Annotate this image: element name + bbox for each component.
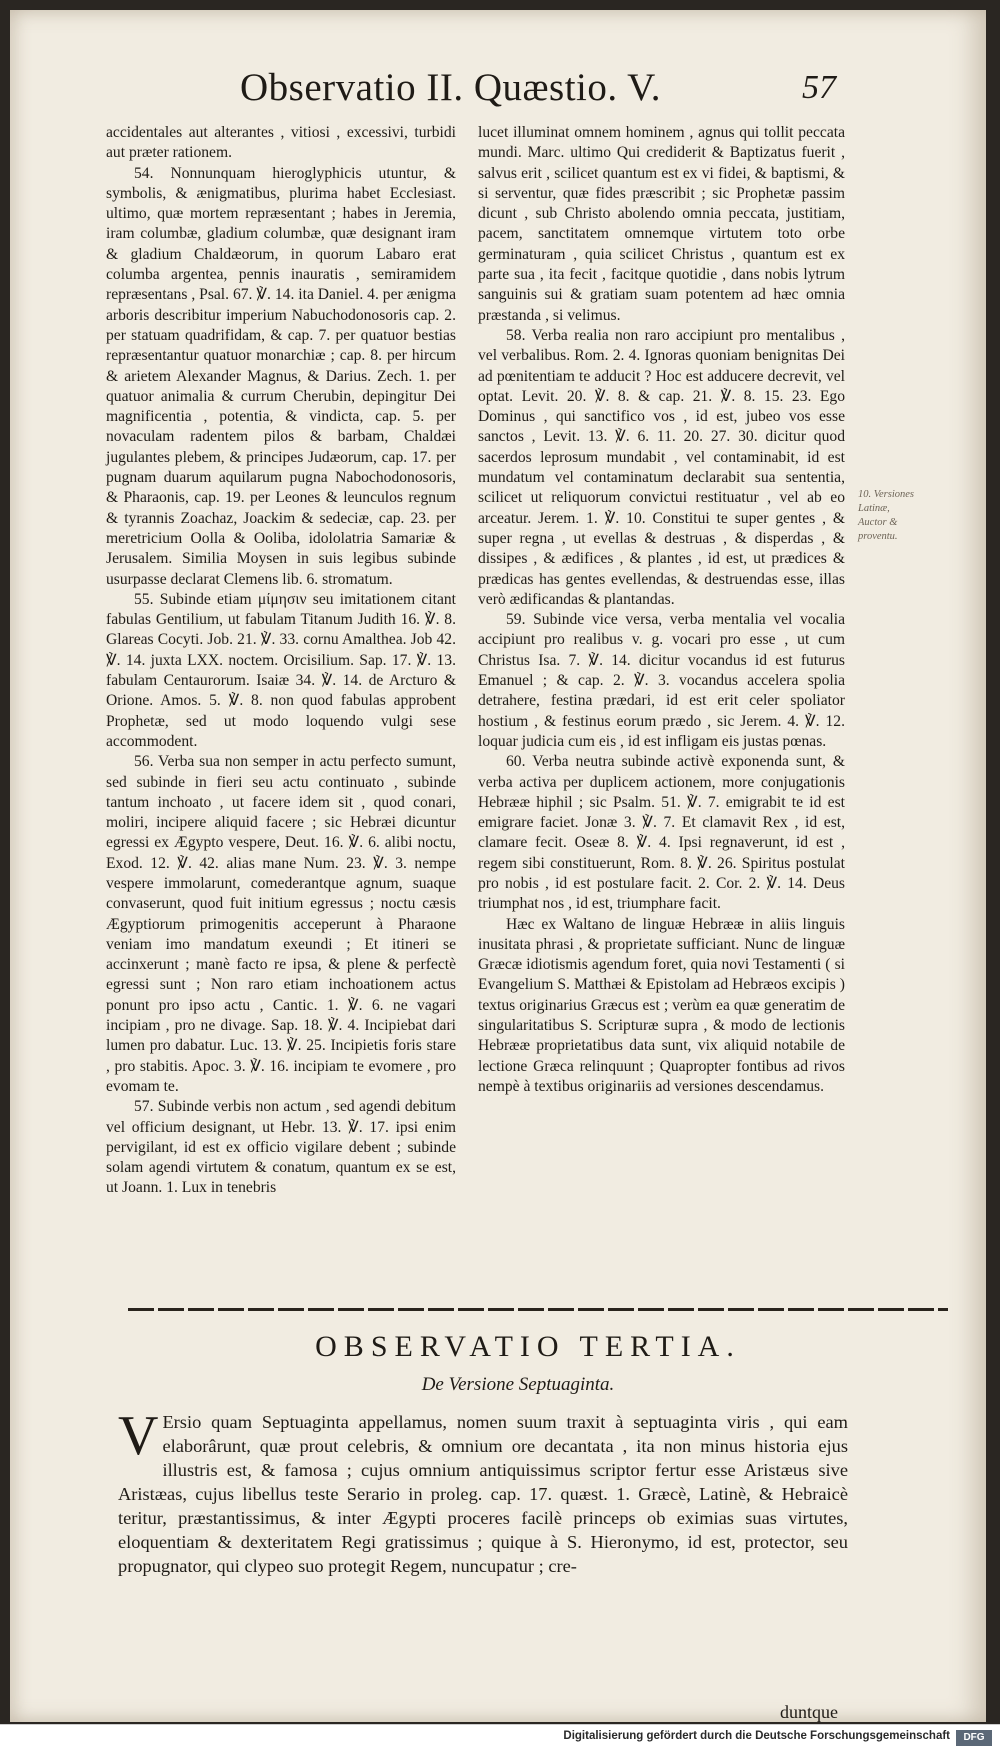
- running-head: [10, 65, 986, 115]
- left-column: [106, 123, 456, 1199]
- paragraph: 59. Subinde vice versa, verba mentalia vel vocalia accipiunt pro realibus v. g. vocari pro esse , ut cum Christus Isa. 7. ℣. 14. dicitur vocandus id est futurus Emanuel ; & cap. 2. ℣. 3. vocandus accelera spolia detrahere, festina prædari, id est erit celer spoliator hostium , & festinus eorum prædo , sic Jerem. 4. ℣. 12. loquar judicia cum eis , id est infligam eis justas pœnas.: [478, 611, 845, 750]
- book-page: [10, 10, 986, 1722]
- section-body: [118, 1405, 848, 1578]
- paragraph: accidentales aut alterantes , vitiosi , excessivi, turbidi aut præter rationem.: [106, 124, 456, 162]
- paragraph: 60. Verba neutra subinde activè exponenda sunt, & verba activa per duplicem actionem, more conjugationis Hebrææ hiphil ; sic Psalm. 51. ℣. 7. emigrabit te id est emigrare faciet. Jonæ 3. ℣. 7. Et clamavit Rex , id est, clamare fecit. Oseæ 8. ℣. 4. Ipsi regnaverunt, id est , regem sibi constituerunt, Rom. 8. ℣. 26. Spiritus postulat pro nobis , id est postulare facit. 2. Cor. 2. ℣. 14. Deus triumphat nos , id est, triumphare facit.: [478, 753, 845, 913]
- margin-note: 10. Versiones Latinæ, Auctor & proventu.: [858, 489, 914, 542]
- section-divider: [128, 1308, 948, 1311]
- paragraph: Hæc ex Waltano de linguæ Hebrææ in aliis linguis inusitata phrasi , & proprietate sufficiant. Nunc de linguæ Græcæ idiotismis agendum foret, quia novi Testamenti ( si Evangelium S. Matthæi & Epistolam ad Hebræos excipis ) textus originarius Græcus est ; verùm ea quæ generatim de singularitatibus S. Scripturæ supra , & modo de lectionis Hebrææ proprietatibus data sunt, vix aliquid notabile de lectione Græca relinquunt ; Quapropter fontibus ad rivos nempè à textibus originariis ad versiones descendamus.: [478, 915, 845, 1095]
- footer-credit: Digitalisierung gefördert durch die Deutsche Forschungsgemeinschaft: [563, 1730, 950, 1742]
- paragraph: 54. Nonnunquam hieroglyphicis utuntur, & symbolis, & ænigmatibus, plurima habet Ecclesiast. ultimo, quæ mortem repræsentant ; habes in Jeremia, iram columbæ, gladium columbæ, quæ designant iram & gladium Chaldæorum, in quorum Labaro erat columba argentea, pennis inauratis , semiramidem repræsentans , Psal. 67. ℣. 14. ita Daniel. 4. per ænigma arboris describitur imperium Nabuchodonosoris cap. 2. per statuam quadrifidam, & cap. 7. per quatuor bestias repræsentantur quatuor monarchiæ ; cap. 8. per hircum & arietem Alexander Magnus, & Darius. Zech. 1. per quatuor animalia & currum Cherubin, depingitur Dei magnificentia , potentia, & vindicta, cap. 5. per novaculam radentem pilos & barbam, Chaldæi jugulantes plebem, & principes Judæorum, cap. 17. per pugnam duarum aquilarum pugna Nabochodonosoris, & Pharaonis, cap. 19. per Leones & leunculos regnum & tyrannis Zoachaz, Joackim & sedeciæ, cap. 23. per meretricium Oolla & Ooliba, idololatria Samariæ & Jerusalem. Similia Moysen in suis legibus subinde usurpasse declarat Clemens lib. 6. stromatum.: [106, 164, 456, 588]
- paragraph: lucet illuminat omnem hominem , agnus qui tollit peccata mundi. Marc. ultimo Qui crediderit & Baptizatus fuerit , salvus erit , scilicet quantum est ex vi fidei, & baptismi, & si serventur, quæ fides præscribit ; sic Prophetæ passim dicunt , sub Christo abolendo omnia peccata, justitiam, pacem, sanctitatem omnemque virtutem toto orbe germinaturam , quia scilicet Christus , quantum est ex parte sua , ita fecit , facitque quotidie , dans nobis lytrum sanguinis sui & gratiam suam potentem ad hæc omnia præstanda , si velimus.: [478, 124, 845, 324]
- paragraph: 57. Subinde verbis non actum , sed agendi debitum vel officium designant, ut Hebr. 13. ℣. 17. ipsi enim pervigilant, id est ex officio vigilare debent ; subinde solam agendi virtutem & conatum, quantum ex se est, ut Joann. 1. Lux in tenebris: [106, 1098, 456, 1197]
- page-number: 57: [802, 69, 836, 106]
- section-body-text: Ersio quam Septuaginta appellamus, nomen suum traxit à septuaginta viris , qui eam elaborârunt, quæ prout celebris, & omnium ore decantata , ita non minus historia ejus illustris est, & famosa ; cujus omnium antiquissimus scriptor fertur esse Aristæus sive Aristæas, cujus libellus teste Serario in proleg. cap. 17. quæst. 1. Græcè, Latinè, & Hebraicè teritur, præstantissimus, & inter Ægypti proceres facilè princeps ob eximias suas virtutes, eloquentiam & dexteritatem Regi gratissimus ; quique à S. Hieronymo, id est, protector, seu propugnator, qui clypeo suo protegit Regem, nuncupatur ; cre-: [118, 1412, 848, 1576]
- catchword: duntque: [780, 1702, 838, 1722]
- section-title: OBSERVATIO TERTIA.: [315, 1330, 741, 1363]
- dfg-logo-icon: DFG: [956, 1730, 992, 1746]
- paragraph: 56. Verba sua non semper in actu perfecto sumunt, sed subinde in fieri seu actu continuato , subinde tantum inchoato , ut facere idem sit , quod conari, moliri, incipere aliquid facere ; sic Hebræi dicuntur egressi ex Ægypto vespere, Deut. 16. ℣. 6. alibi noctu, Exod. 12. ℣. 42. alias mane Num. 23. ℣. 3. nempe vespere immolarunt, comederantque agnum, suaque convaserunt, quod fuit initium egressus ; noctu cæsis Ægyptiorum primogenitis acceperunt à Pharaone veniam imo mandatum exeundi ; Et itineri se accinxerunt ; manè facto re ipsa, & plene & perfectè egressi sunt ; Non raro etiam inchoationem actus ponunt pro ipso actu , Cantic. 1. ℣. 6. ne vagari incipiam , pro ne divage. Sap. 18. ℣. 4. Incipiebat dari lumen pro dabatur. Luc. 13. ℣. 25. Incipietis foris stare , pro stabitis. Apoc. 3. ℣. 16. incipiam te evomere , pro evomam te.: [106, 753, 456, 1095]
- drop-cap: V: [118, 1405, 159, 1467]
- running-head-title: Observatio II. Quæstio. V.: [240, 66, 662, 109]
- section-subtitle: De Versione Septuaginta.: [421, 1374, 615, 1395]
- right-column: [478, 123, 845, 1097]
- paragraph: 55. Subinde etiam μίμησιν seu imitationem citant fabulas Gentilium, ut fabulam Titanum Judith 16. ℣. 8. Glareas Cocyti. Job. 21. ℣. 33. cornu Amalthea. Job 42. ℣. 14. juxta LXX. noctem. Orcisilium. Sap. 17. ℣. 13. fabulam Centaurorum. Isaiæ 34. ℣. 14. de Arcturo & Orione. Amos. 5. ℣. 8. non quod fabulas approbent Prophetæ, sed ut modo loquendo vulgi sese accommodent.: [106, 590, 456, 750]
- paragraph: 58. Verba realia non raro accipiunt pro mentalibus , vel verbalibus. Rom. 2. 4. Ignoras quoniam benignitas Dei ad pœnitentiam te adducit ? Hoc est adducere decrevit, vel optat. Levit. 20. ℣. 8. & cap. 21. ℣. 8. 15. 23. Ego Dominus , qui sanctifico vos , id est, jubeo vos esse sanctos , Levit. 13. ℣. 6. 11. 20. 27. 30. dicitur quod sacerdos leprosum mundabit , vel contaminabit, id est mundatum vel contaminatum declarabit sua sententia, scilicet ut reliquorum convictui restituatur , vel ab eo arceatur. Jerem. 1. ℣. 10. Constitui te super gentes , & super regna , ut evellas & destruas , & disperdas , & dissipes , & ædifices , & plantes , id est, ut prædices & prædicas has gentes evellendas, & destruendas esse, illas verò ædificandas & plantandas.: [478, 326, 845, 608]
- footer-bar: [0, 1724, 1000, 1751]
